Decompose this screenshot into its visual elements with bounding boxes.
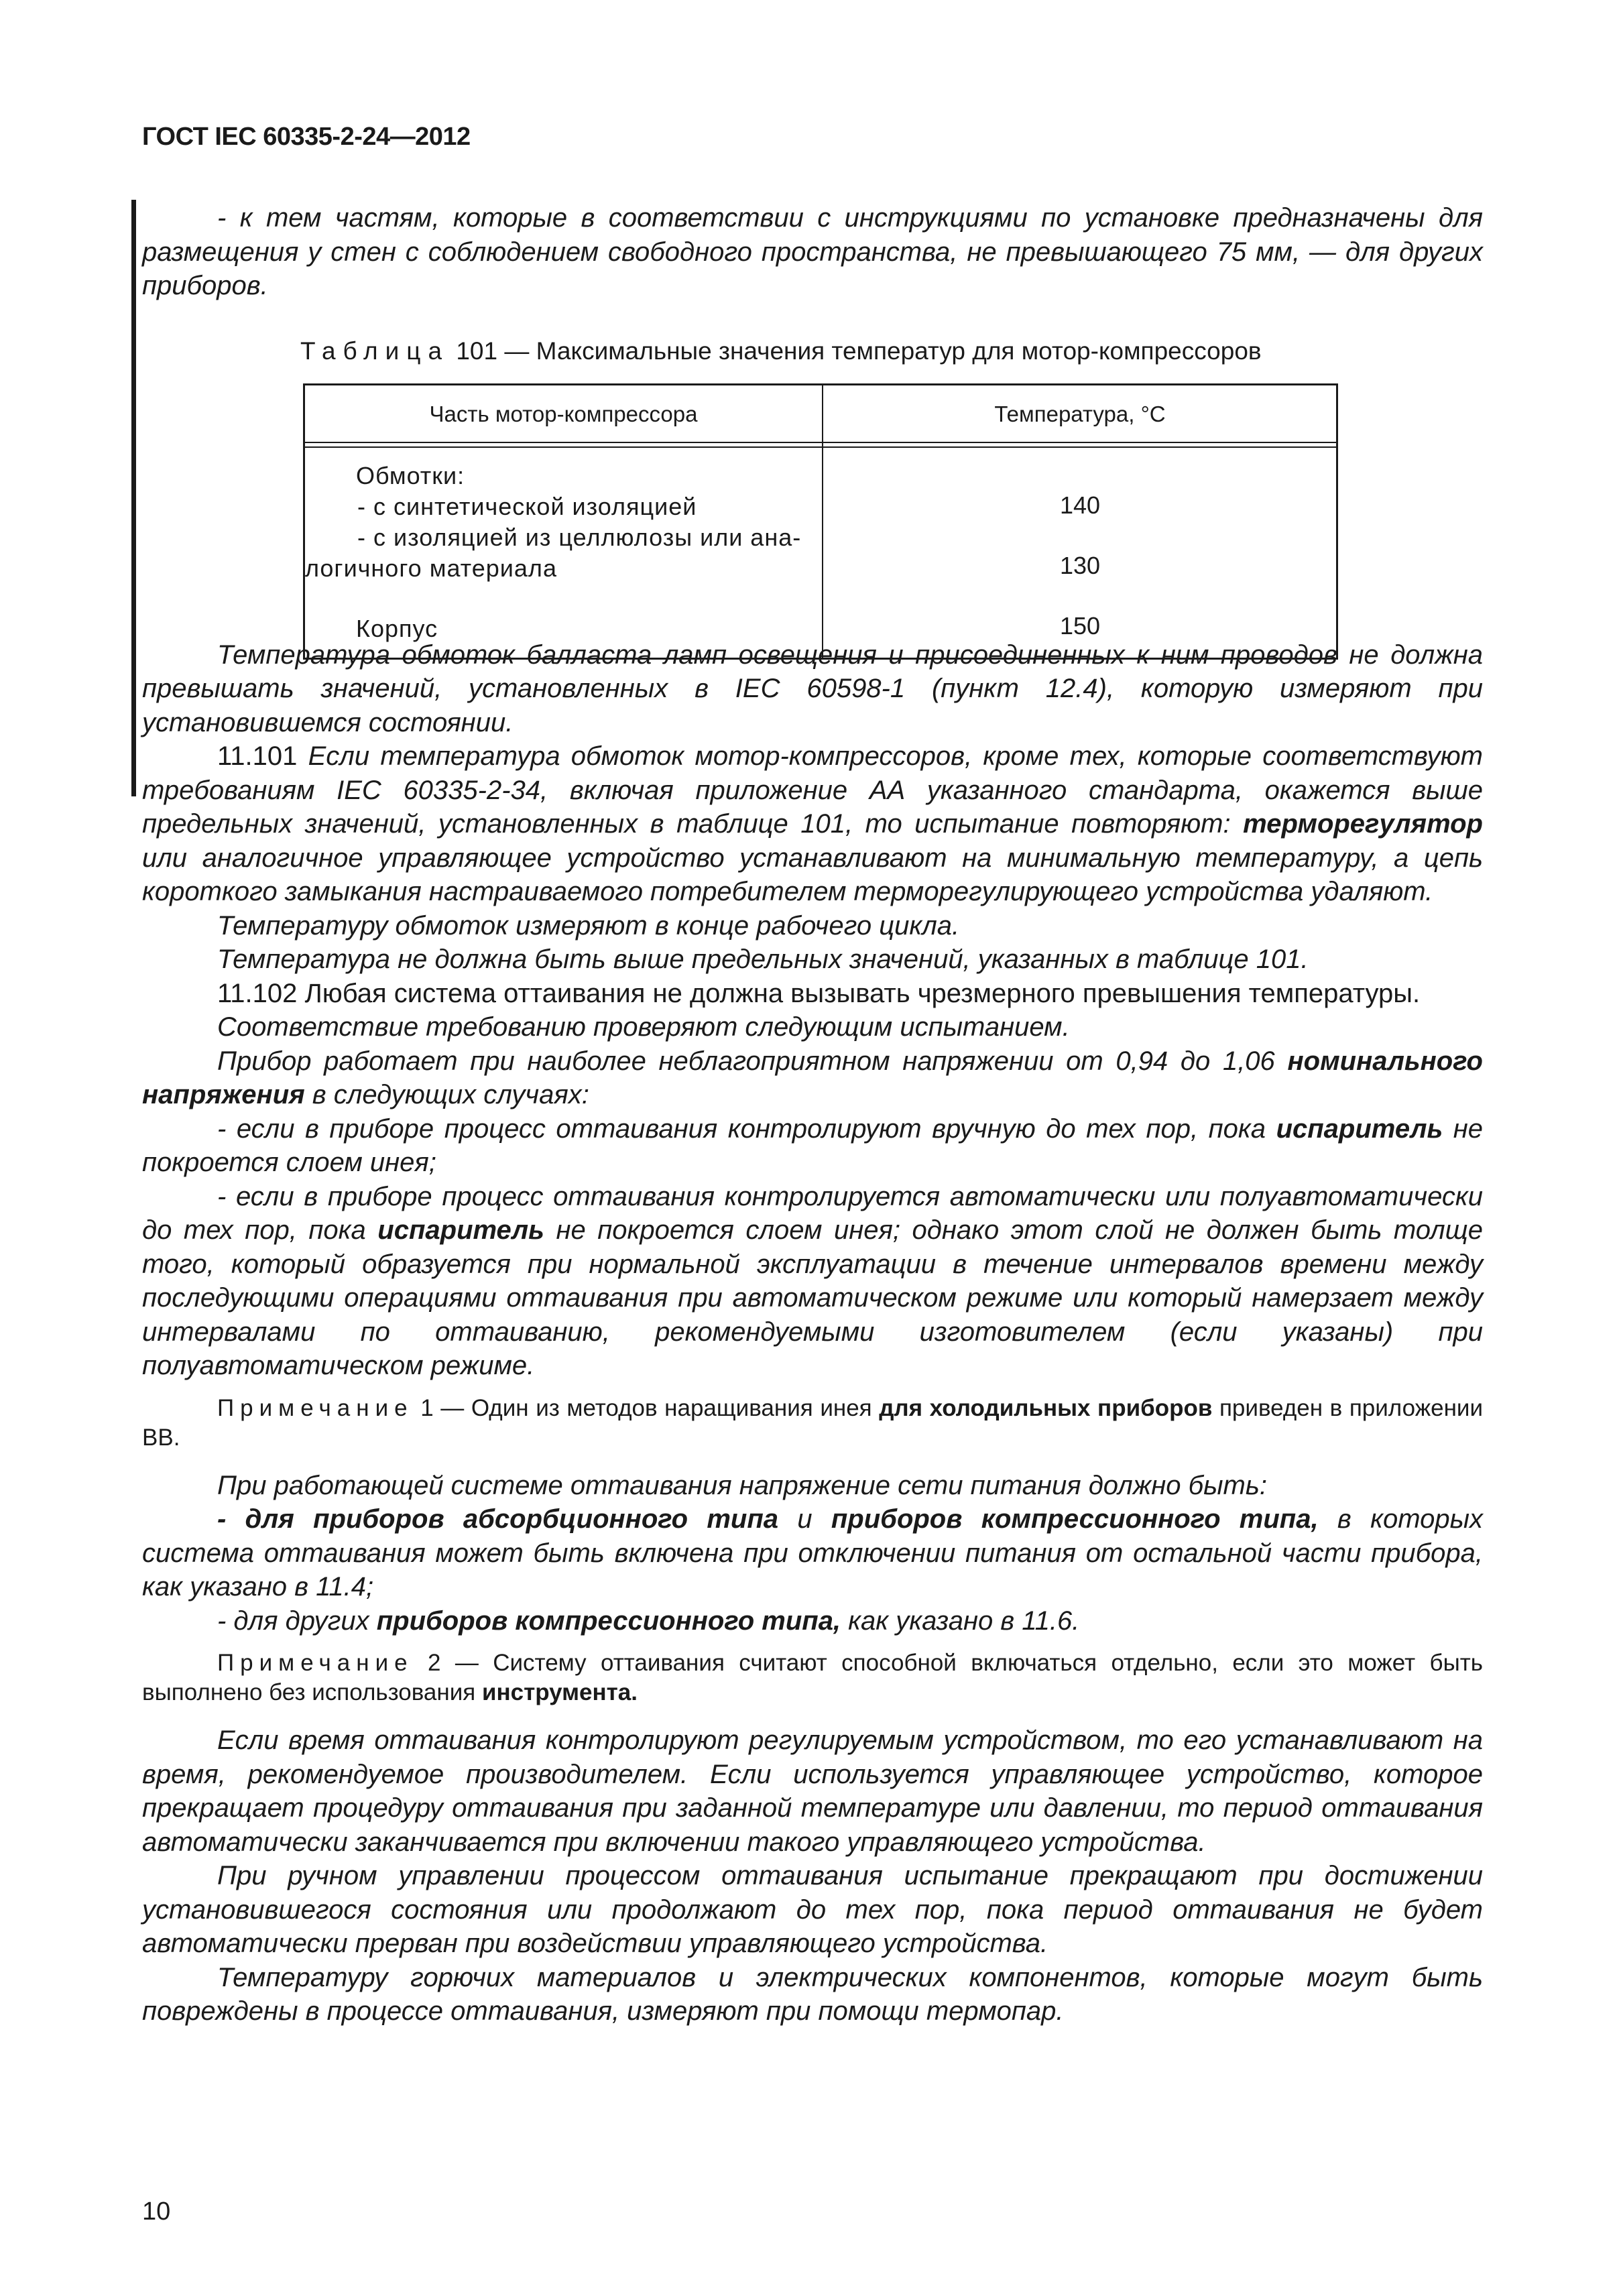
paragraph-wall-parts: - к тем частям, которые в соответствии с инструкциями по установке предназначены для размещения у стен с соблюдением свободного пространства, не превышающего 75 мм, — для других приборов. [142, 203, 1483, 300]
table-header-temperature: Температура, °С [994, 402, 1166, 426]
paragraph-supply-voltage: При работающей системе оттаивания напряжение сети питания должно быть: [217, 1470, 1268, 1500]
paragraph-other-compression: - для других приборов компрессионного типа, как указано в 11.6. [217, 1606, 1080, 1636]
paragraph-compliance-test: Соответствие требованию проверяют следующим испытанием. [217, 1012, 1070, 1042]
term-evaporator: испаритель [377, 1215, 544, 1245]
term-compression-type: приборов компрессионного типа, [831, 1504, 1319, 1534]
paragraph-ballast-temperature: Температура обмоток балласта ламп освещения и присоединенных к ним проводов не должна превышать значений, установленных в IEC 60598-1 (пункт 12.4), которую измеряют при установившемся состоянии. [142, 640, 1483, 737]
note-label: Примечание [217, 1394, 414, 1421]
table-row-housing: Корпус [356, 615, 438, 642]
paragraph-operating-voltage: Прибор работает при наиболее неблагоприятном напряжении от 0,94 до 1,06 номинального напряжения в следующих случаях: [142, 1046, 1483, 1109]
table-row-cellulose-insulation: - с изоляцией из целлюлозы или ана- [357, 524, 802, 551]
term-evaporator: испаритель [1276, 1113, 1443, 1144]
paragraph-manual-defrost: - если в приборе процесс оттаивания контролируют вручную до тех пор, пока испаритель не покроется слоем инея; [142, 1113, 1484, 1177]
paragraph-manual-control: При ручном управлении процессом оттаивания испытание прекращают при достижении установившегося состояния или продолжают до тех пор, пока период оттаивания не будет автоматически прерван при воздействии управляющего устройства. [142, 1861, 1483, 1958]
table-header-part: Часть мотор-компрессора [429, 402, 698, 426]
term-refrigerating-appliances: для холодильных приборов [879, 1394, 1213, 1421]
term-tool: инструмента. [481, 1679, 638, 1705]
table-row-synthetic-insulation: - с синтетической изоляцией [357, 493, 697, 520]
term-thermostat: терморегулятор [1243, 809, 1483, 839]
paragraph-defrost-time: Если время оттаивания контролируют регулируемым устройством, то его устанавливают на время, рекомендуемое производителем. Если используется управляющее устройство, которое прекращает процедуру оттаивания при заданной температуре или давлении, то период оттаивания автоматически заканчивается при включении такого управляющего устройства. [142, 1726, 1483, 1857]
table-value-synthetic: 140 [1059, 491, 1101, 519]
note-2: Примечание 2 — Систему оттаивания считают способной включаться отдельно, если это может быть выполнено без использования инструмента. [142, 1650, 1483, 1705]
note-label: Примечание [217, 1650, 414, 1676]
body-text [142, 201, 1483, 2029]
page-number: 10 [142, 2197, 171, 2226]
document-header: ГОСТ IEC 60335-2-24—2012 [142, 123, 471, 151]
change-bar [131, 200, 136, 796]
paragraph-measure-windings: Температуру обмоток измеряют в конце рабочего цикла. [217, 910, 960, 941]
term-rated-voltage: номинального напряжения [142, 1046, 1483, 1109]
paragraph-temperature-limits: Температура не должна быть выше предельных значений, указанных в таблице 101. [217, 945, 1309, 974]
term-absorption-type: - для приборов абсорбционного типа [217, 1504, 779, 1534]
table-row-windings: Обмотки: [356, 462, 465, 489]
paragraph-11-102: 11.102 Любая система оттаивания не должна вызывать чрезмерного превышения температуры. [217, 978, 1421, 1008]
paragraph-thermocouples: Температуру горючих материалов и электрических компонентов, которые могут быть повреждены в процессе оттаивания, измеряют при помощи термопар. [142, 1962, 1483, 2026]
paragraph-absorption-appliances: - для приборов абсорбционного типа и приборов компрессионного типа, в которых система оттаивания может быть включена при отключении питания от остальной части прибора, как указано в 11.4; [142, 1504, 1483, 1602]
clause-number-11-101: 11.101 [217, 741, 298, 771]
note-1: Примечание 1 — Один из методов наращивания инея для холодильных приборов приведен в приложении ВВ. [142, 1394, 1483, 1451]
table-row-cellulose-insulation-cont: логичного материала [305, 554, 557, 582]
paragraph-11-101: 11.101 Если температура обмоток мотор-компрессоров, кроме тех, которые соответствуют требованиям IEC 60335-2-34, включая приложение АА указанного стандарта, окажется выше предельных значений, установленных в таблице 101, то испытание повторяют: терморегулятор или аналогичное управляющее устройство устанавливают на минимальную температуру, а цепь короткого замыкания настраиваемого потребителем терморегулирующего устройства удаляют. [142, 741, 1483, 906]
table-value-cellulose: 130 [1059, 552, 1101, 579]
paragraph-automatic-defrost: - если в приборе процесс оттаивания контролируется автоматически или полуавтоматически до тех пор, пока испаритель не покроется слоем инея; однако этот слой не должен быть толще того, который образуется при нормальной эксплуатации в течение интервалов времени между последующими операциями оттаивания при автоматическом режиме или который намерзает между интервалами по оттаиванию, рекомендуемыми изготовителем (если указаны) при полуавтоматическом режиме. [142, 1181, 1484, 1380]
table-value-housing: 150 [1059, 612, 1101, 640]
table-caption-label: Таблица [300, 337, 450, 365]
table-caption-text: 101 — Максимальные значения температур для мотор-компрессоров [449, 337, 1262, 365]
term-compression-type: приборов компрессионного типа, [376, 1606, 841, 1636]
